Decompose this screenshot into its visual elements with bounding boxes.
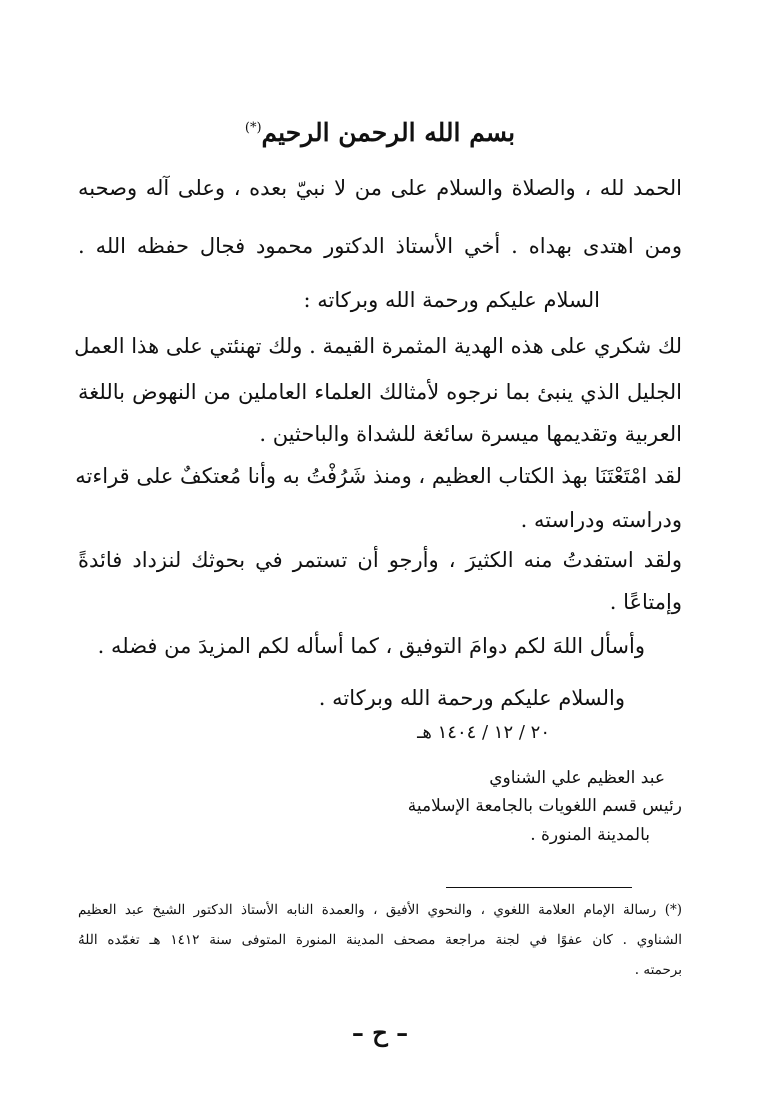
date-line: ٢٠ / ١٢ / ١٤٠٤ هـ — [417, 722, 550, 743]
basmala-title — [0, 118, 760, 147]
text-line: ولقد استفدتُ منه الكثيرَ ، وأرجو أن تستمر في بحوثك لنزداد فائدةً — [78, 548, 682, 572]
text-line: وإمتاعًا . — [609, 590, 682, 614]
footnote-line: (*) رسالة الإمام العلامة اللغوي ، والنحوي الأفيق ، والعمدة النابه الأستاذ الدكتور الشيخ عبد العظيم — [78, 902, 682, 918]
greeting-line: السلام عليكم ورحمة الله وبركاته : — [303, 288, 600, 312]
footnote-line: الشناوي . كان عفوًا في لجنة مراجعة مصحف المدينة المنورة المتوفى سنة ١٤١٢ هـ تغمّده اللهُ — [78, 932, 682, 948]
text-line: الحمد لله ، والصلاة والسلام على من لا نبيّ بعده ، وعلى آله وصحبه — [78, 176, 682, 200]
signature-place: بالمدينة المنورة . — [530, 825, 650, 845]
text-line: ودراسته ودراسته . — [520, 508, 682, 532]
footnote-divider — [446, 887, 632, 888]
footnote-marker: (*) — [244, 120, 262, 136]
basmala-text: بسم الله الرحمن الرحيم — [261, 118, 516, 147]
text-line: ومن اهتدى بهداه . أخي الأستاذ الدكتور محمود فجال حفظه الله . — [78, 234, 682, 258]
page-number: – ح – — [351, 1018, 409, 1047]
text-line: وأسأل اللهَ لكم دوامَ التوفيق ، كما أسأله لكم المزيدَ من فضله . — [97, 634, 645, 658]
signature-name: عبد العظيم علي الشناوي — [489, 768, 665, 788]
footnote-line: برحمته . — [634, 962, 682, 978]
text-line: لقد امْتَعْتَنَا بهذ الكتاب العظيم ، ومنذ شَرُفْتُ به وأنا مُعتكفٌ على قراءته — [75, 464, 682, 488]
text-line: لك شكري على هذه الهدية المثمرة القيمة . ولك تهنئتي على هذا العمل — [74, 334, 682, 358]
signature-title: رئيس قسم اللغويات بالجامعة الإسلامية — [407, 796, 682, 816]
text-line: العربية وتقديمها ميسرة سائغة للشداة والباحثين . — [259, 422, 682, 446]
text-line: الجليل الذي ينبئ بما نرجوه لأمثالك العلماء العاملين من النهوض باللغة — [78, 380, 682, 404]
closing-line: والسلام عليكم ورحمة الله وبركاته . — [318, 686, 625, 710]
